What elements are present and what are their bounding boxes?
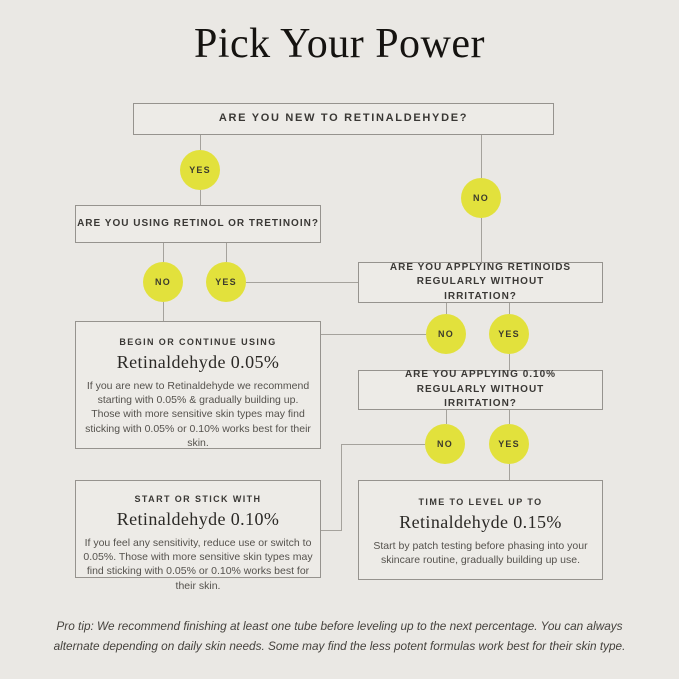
answer-label: NO <box>437 439 453 449</box>
connector-line <box>481 134 482 178</box>
connector-line <box>509 410 510 424</box>
connector-line <box>446 303 447 314</box>
question-box-new-to-retinaldehyde <box>133 103 554 135</box>
answer-label: YES <box>215 277 237 287</box>
answer-label: NO <box>438 329 454 339</box>
question-label: ARE YOU APPLYING RETINOIDS REGULARLY WITHOUT IRRITATION? <box>389 261 572 302</box>
result-eyebrow: BEGIN OR CONTINUE USING <box>119 337 277 347</box>
answer-no-circle <box>425 424 465 464</box>
connector-line <box>200 134 201 150</box>
result-box-retinaldehyde-015 <box>358 480 603 580</box>
connector-line <box>341 444 342 531</box>
connector-line <box>509 464 510 480</box>
answer-label: YES <box>498 329 520 339</box>
connector-line <box>509 303 510 314</box>
answer-label: YES <box>189 165 211 175</box>
result-box-retinaldehyde-005 <box>75 321 321 449</box>
answer-yes-circle <box>489 424 529 464</box>
connector-line <box>321 334 426 335</box>
result-eyebrow: START OR STICK WITH <box>134 494 262 504</box>
result-box-retinaldehyde-010 <box>75 480 321 592</box>
answer-yes-circle <box>489 314 529 354</box>
connector-line <box>163 302 164 321</box>
answer-yes-circle <box>206 262 246 302</box>
answer-no-circle <box>143 262 183 302</box>
question-label: ARE YOU APPLYING 0.10% REGULARLY WITHOUT IRRITATION? <box>404 369 557 410</box>
connector-line <box>246 282 358 283</box>
question-label: ARE YOU NEW TO RETINALDEHYDE? <box>218 112 469 125</box>
connector-line <box>200 190 201 205</box>
result-product-name: Retinaldehyde 0.05% <box>116 352 280 372</box>
connector-line <box>341 444 425 445</box>
connector-line <box>226 243 227 262</box>
answer-label: NO <box>473 193 489 203</box>
answer-no-circle <box>426 314 466 354</box>
answer-yes-circle <box>180 150 220 190</box>
answer-label: YES <box>498 439 520 449</box>
page-title: Pick Your Power <box>193 21 486 67</box>
connector-line <box>163 243 164 262</box>
result-product-name: Retinaldehyde 0.10% <box>116 509 280 529</box>
answer-no-circle <box>461 178 501 218</box>
result-product-name: Retinaldehyde 0.15% <box>399 512 562 532</box>
question-label: ARE YOU USING RETINOL OR TRETINOIN? <box>77 217 319 229</box>
pro-tip-text: Pro tip: We recommend finishing at least one tube before leveling up to the next percentage. You can always alternate depending on daily skin needs. Some may find the less potent formulas work best for their skin type. <box>53 619 626 654</box>
connector-line <box>446 410 447 424</box>
result-eyebrow: TIME TO LEVEL UP TO <box>418 497 543 507</box>
question-box-retinol-or-tretinoin <box>75 205 321 243</box>
result-description: Start by patch testing before phasing into your skincare routine, gradually building up use. <box>373 540 588 567</box>
result-description: If you feel any sensitivity, reduce use or switch to 0.05%. Those with more sensitive skin types may find sticking with 0.05% or 0.10% works best for their skin. <box>83 537 313 592</box>
question-box-applying-retinoids <box>358 262 603 303</box>
result-description: If you are new to Retinaldehyde we recommend starting with 0.05% & gradually building up. Those with more sensitive skin types may find sticking with 0.05% or 0.10% works best for their skin. <box>85 380 311 449</box>
connector-line <box>481 218 482 262</box>
answer-label: NO <box>155 277 171 287</box>
question-box-applying-010 <box>358 370 603 410</box>
connector-line <box>321 530 341 531</box>
